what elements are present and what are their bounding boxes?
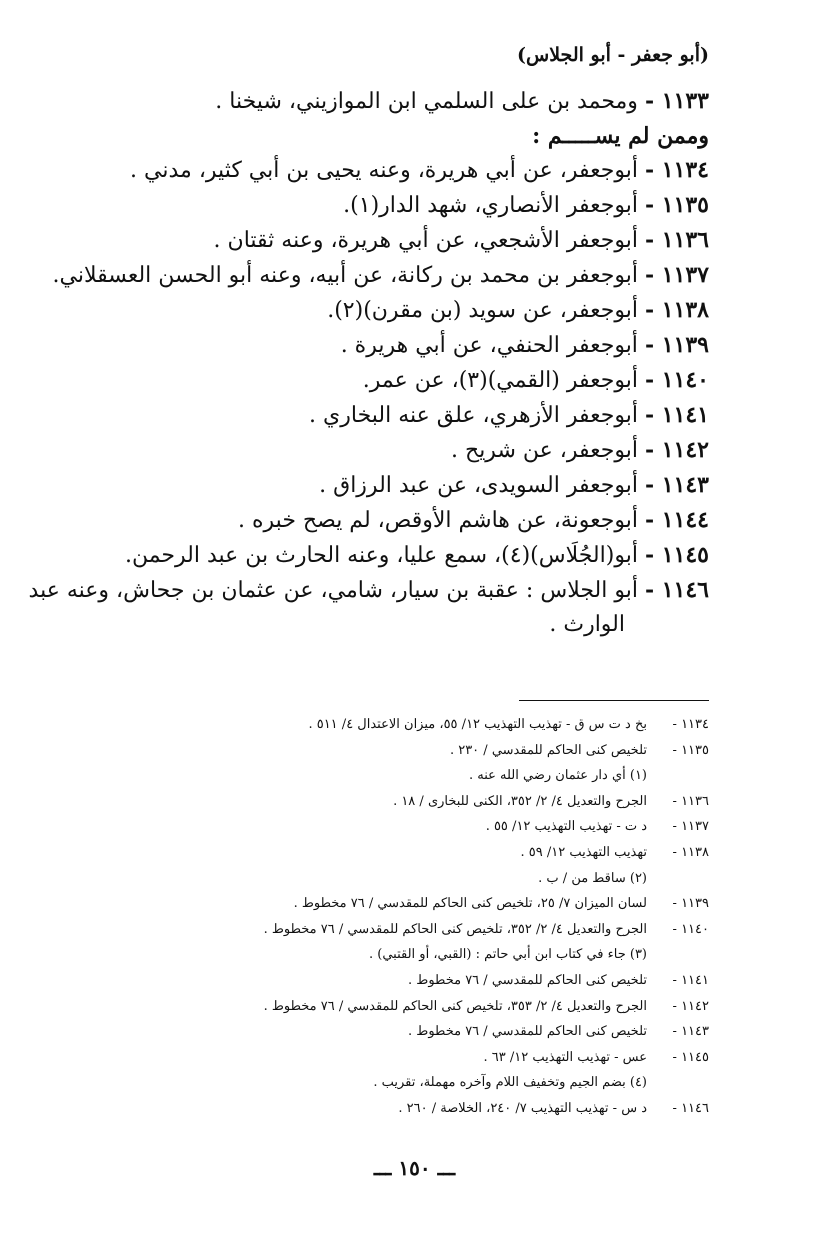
entry-text: أبوجعفر السويدى، عن عبد الرزاق .	[319, 473, 638, 498]
entry-number: ١١٣٦ -	[644, 227, 709, 253]
footnote-number: ١١٤٦ -	[672, 1100, 709, 1116]
entry-text: أبوجعفر الأنصاري، شهد الدار(١).	[343, 193, 638, 218]
footnote-text: تلخيص كنى الحاكم للمقدسي / ٧٦ مخطوط .	[408, 1024, 647, 1040]
footnote-text: (٣) جاء في كتاب ابن أبي حاتم : (القبي، أو القتبي) .	[369, 947, 647, 963]
section-heading-text: وممن لم يســـــم :	[532, 123, 709, 149]
entry-text: أبو(الجُلَاس)(٤)، سمع عليا، وعنه الحارث بن عبد الرحمن.	[124, 543, 638, 568]
footnote-1142	[189, 994, 709, 1020]
footnote-number: ١١٤٠ -	[672, 921, 709, 937]
footnote-1146	[189, 1096, 709, 1122]
entry-number: ١١٤٠ -	[644, 367, 709, 393]
entry-number: ١١٤٦ -	[644, 577, 709, 603]
footnote-text: الجرح والتعديل ٤/ ٢/ ٣٥٢، الكنى للبخارى / ١٨ .	[393, 793, 647, 809]
entry-1136	[69, 223, 709, 258]
entry-text: أبوجعفر (القمي)(٣)، عن عمر.	[362, 368, 638, 393]
entry-number: ١١٣٧ -	[644, 262, 709, 288]
entry-1146-continuation: الوارث .	[549, 612, 625, 637]
footnote-number: ١١٤٣ -	[672, 1024, 709, 1040]
entry-text: أبوجعفر بن محمد بن ركانة، عن أبيه، وعنه أبو الحسن العسقلاني.	[52, 263, 638, 288]
entry-text: أبو الجلاس : عقبة بن سيار، شامي، عن عثمان بن جحاش، وعنه عبد	[28, 578, 638, 603]
footnote-text: عس - تهذيب التهذيب ١٢/ ٦٣ .	[483, 1049, 647, 1065]
entry-text: أبوجعفر الأشجعي، عن أبي هريرة، وعنه ثقتان .	[213, 228, 638, 253]
footnote-1143	[189, 1019, 709, 1045]
entry-1133	[69, 84, 709, 119]
footnotes	[189, 712, 709, 1122]
footnote-number: ١١٣٧ -	[672, 819, 709, 835]
footnote-1135	[189, 738, 709, 764]
footnote-divider	[519, 700, 709, 701]
footnote-number: ١١٣٤ -	[672, 717, 709, 732]
footnote-1139	[189, 891, 709, 917]
entry-1146	[28, 573, 709, 608]
footnote-1138	[189, 840, 709, 866]
entry-text: أبوجعفر، عن أبي هريرة، وعنه يحيى بن أبي كثير، مدني .	[130, 158, 638, 183]
entry-1137	[52, 258, 709, 293]
footnote-text: (٤) بضم الجيم وتخفيف اللام وآخره مهملة، تقريب .	[373, 1075, 647, 1091]
entry-1144	[69, 503, 709, 538]
entry-text: أبوجعفر، عن شريح .	[451, 438, 638, 463]
entry-1143	[69, 468, 709, 503]
running-header: (أبو جعفر - أبو الجلاس)	[517, 44, 709, 66]
footnote-text: تهذيب التهذيب ١٢/ ٥٩ .	[520, 844, 647, 860]
footnote-number: ١١٣٦ -	[672, 793, 709, 809]
footnote-number: ١١٤٢ -	[672, 998, 709, 1014]
footnote-sub-2	[189, 866, 709, 892]
footnote-text: (١) أي دار عثمان رضي الله عنه .	[468, 768, 647, 784]
footnote-sub-3	[189, 942, 709, 968]
footnote-number: ١١٣٥ -	[672, 742, 709, 758]
entry-text: ومحمد بن على السلمي ابن الموازيني، شيخنا .	[215, 89, 638, 114]
footnote-text: لسان الميزان ٧/ ٢٥، تلخيص كنى الحاكم للمقدسي / ٧٦ مخطوط .	[293, 896, 647, 912]
footnote-number: ١١٤٥ -	[672, 1049, 709, 1065]
footnote-sub-4	[189, 1070, 709, 1096]
entry-text: أبوجعفر الأزهري، علق عنه البخاري .	[309, 403, 638, 428]
main-text	[28, 84, 709, 642]
footnote-1136	[189, 789, 709, 815]
entry-number: ١١٤٤ -	[644, 507, 709, 533]
footnote-number: ١١٣٩ -	[672, 896, 709, 912]
footnote-text: د س - تهذيب التهذيب ٧/ ٢٤٠، الخلاصة / ٢٦٠ .	[398, 1100, 647, 1116]
footnote-1137	[189, 814, 709, 840]
footnote-number: ١١٤١ -	[672, 972, 709, 988]
entry-1134	[69, 153, 709, 188]
footnote-number: ١١٣٨ -	[672, 844, 709, 860]
page-number: ـــ ١٥٠ ـــ	[373, 1156, 456, 1180]
footnote-1140	[189, 917, 709, 943]
entry-text: أبوجعفر، عن سويد (بن مقرن)(٢).	[327, 298, 638, 323]
entry-1139	[69, 328, 709, 363]
entry-number: ١١٣٩ -	[644, 332, 709, 358]
entry-text: أبوجعفر الحنفي، عن أبي هريرة .	[340, 333, 638, 358]
footnote-text: بخ د ت س ق - تهذيب التهذيب ١٢/ ٥٥، ميزان الاعتدال ٤/ ٥١١ .	[308, 717, 647, 732]
entry-number: ١١٤١ -	[644, 402, 709, 428]
section-heading	[69, 119, 709, 153]
entry-1138	[69, 293, 709, 328]
footnote-sub-1	[189, 763, 709, 789]
entry-number: ١١٣٣ -	[644, 88, 709, 114]
entry-number: ١١٤٥ -	[644, 542, 709, 568]
entry-1140	[69, 363, 709, 398]
footnote-text: (٢) ساقط من / ب .	[538, 870, 647, 886]
entry-number: ١١٣٥ -	[644, 192, 709, 218]
entry-number: ١١٤٣ -	[644, 472, 709, 498]
footnote-1134	[189, 712, 709, 738]
footnote-text: الجرح والتعديل ٤/ ٢/ ٣٥٢، تلخيص كنى الحاكم للمقدسي / ٧٦ مخطوط .	[263, 921, 647, 937]
entry-1145	[69, 538, 709, 573]
footnote-text: تلخيص كنى الحاكم للمقدسي / ٢٣٠ .	[449, 742, 647, 758]
footnote-text: د ت - تهذيب التهذيب ١٢/ ٥٥ .	[485, 819, 647, 835]
entry-text: أبوجعونة، عن هاشم الأوقص، لم يصح خبره .	[238, 508, 638, 533]
entry-1135	[69, 188, 709, 223]
entry-1142	[69, 433, 709, 468]
entry-number: ١١٤٢ -	[644, 437, 709, 463]
footnote-text: تلخيص كنى الحاكم للمقدسي / ٧٦ مخطوط .	[408, 972, 647, 988]
footnote-1141	[189, 968, 709, 994]
footnote-1145	[189, 1045, 709, 1071]
entry-1141	[69, 398, 709, 433]
entry-number: ١١٣٤ -	[644, 157, 709, 183]
entry-number: ١١٣٨ -	[644, 297, 709, 323]
footnote-text: الجرح والتعديل ٤/ ٢/ ٣٥٣، تلخيص كنى الحاكم للمقدسي / ٧٦ مخطوط .	[263, 998, 647, 1014]
